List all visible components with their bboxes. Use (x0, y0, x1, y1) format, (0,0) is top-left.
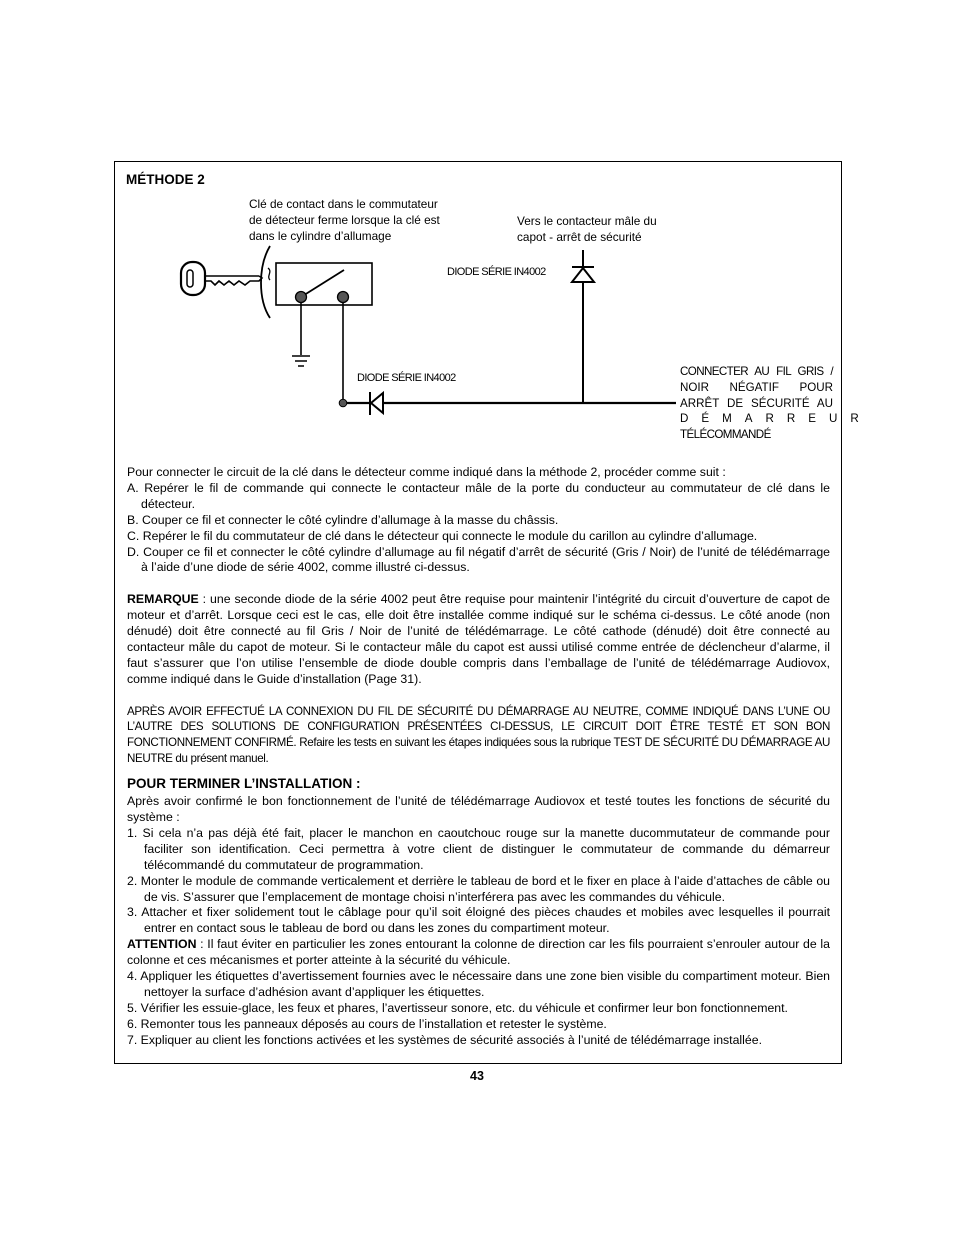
section-title: MÉTHODE 2 (126, 172, 205, 187)
final-step-6: 6. Remonter tous les panneaux déposés au cours de l’installation et retester le système. (127, 1016, 607, 1031)
section2-intro: Après avoir confirmé le bon fonctionnement de l’unité de télédémarrage Audiovox et testé toutes les fonctions de sécurité du système : (127, 794, 830, 824)
page-number: 43 (470, 1069, 484, 1083)
diode-top-icon (572, 267, 594, 282)
wire-junction (339, 399, 347, 407)
section2-title: POUR TERMINER L’INSTALLATION : (127, 776, 361, 792)
attention-text: : Il faut éviter en particulier les zones entourant la colonne de direction car les fils pourraient s’enrouler autour de la colonne et ces mécanismes et porter atteinte à la sécurité du véhicule. (127, 937, 830, 968)
final-step-5: 5. Vérifier les essuie-glace, les feux et phares, l’avertisseur sonore, etc. du véhicule et confirmer leur bon fonctionnement. (127, 1000, 788, 1015)
hood-switch-label: Vers le contacteur mâle du capot - arrêt de sécurité (517, 214, 657, 245)
body-text (127, 465, 830, 1049)
final-step-1: 1. Si cela n’a pas déjà été fait, placer le manchon en caoutchouc rouge sur la manette ducommutateur de commande pour faciliter son identification. Ceci permettra à votre client de distinguer le commutateur de commande du démarreur télécommandé du commutateur de programmation. (127, 825, 830, 872)
key-switch-label: Clé de contact dans le commutateur de détecteur ferme lorsque la clé est dans le cylindre d’allumage (249, 197, 440, 244)
intro-paragraph: Pour connecter le circuit de la clé dans le détecteur comme indiqué dans la méthode 2, procéder comme suit : (127, 465, 726, 479)
switch-terminal-right (338, 292, 349, 303)
remarque-label: REMARQUE (127, 592, 199, 607)
step-d: D. Couper ce fil et connecter le côté cylindre d’allumage au fil négatif d’arrêt de sécurité (Gris / Noir) de l’unité de télédémarrage à l’aide d’une diode de série 4002, comme illustré ci-dessus. (127, 544, 830, 575)
final-step-4: 4. Appliquer les étiquettes d’avertissement fournies avec le nécessaire dans une zone bien visible du compartiment moteur. Bien nettoyer la surface d’adhésion avant d’appliquer les étiquettes. (127, 969, 830, 999)
switch-terminal-left (296, 292, 307, 303)
step-c: C. Repérer le fil du commutateur de clé dans le détecteur qui connecte le module du carillon au cylindre d’allumage. (127, 528, 758, 543)
diode-top-label: DIODE SÉRIE IN4002 (447, 266, 546, 278)
ignition-cylinder (261, 246, 270, 318)
attention-paragraph (127, 937, 830, 969)
attention-label: ATTENTION (127, 937, 197, 952)
step-a: A. Repérer le fil de commande qui connecte le contacteur mâle de la porte du conducteur au commutateur de clé dans le détecteur. (127, 480, 830, 511)
remarque-text: : une seconde diode de la série 4002 peut être requise pour maintenir l’intégrité du circuit d’ouverture de capot de moteur et d’arrêt. Lorsque ceci est le cas, elle doit être installée comme indiqué sur le schéma ci-dessus. Le côté anode (non dénudé) doit être connecté au fil Gris / Noir de l’unité de télédémarrage. Le côté cathode (dénudé) doit être connecté au contacteur mâle du capot de moteur. Si le contacteur mâle du capot est aussi utilisé comme entrée de déclencheur d’alarme, il faut s’assurer que l’on utilise l’ensemble de diode double compris dans l’emballage de l’unité de télédémarrage Audiovox, comme indiqué dans le Guide d’installation (Page 31). (127, 592, 830, 686)
final-step-3: 3. Attacher et fixer solidement tout le câblage pour qu’il soit éloigné des pièces chaudes et mobiles avec lesquelles il pourrait entrer en contact sous le tableau de bord ou dans les zones du compartiment moteur. (127, 905, 830, 936)
diode-bottom-label: DIODE SÉRIE IN4002 (357, 372, 456, 384)
key-icon (181, 262, 262, 295)
neutral-safety-notice: APRÈS AVOIR EFFECTUÉ LA CONNEXION DU FIL DE SÉCURITÉ DU DÉMARRAGE AU NEUTRE, COMME INDIQUÉ DANS L’UNE OU L’AUTRE DES SOLUTIONS DE CONFIGURATION PRÉSENTÉES CI-DESSUS, LE CIRCUIT DOIT ÊTRE TESTÉ ET SON BON FONCTIONNEMENT CONFIRMÉ. Refaire les tests en suivant les étapes indiquées sous la rubrique TEST DE SÉCURITÉ DU DÉMARRAGE AU NEUTRE du présent manuel. (127, 704, 830, 766)
final-step-2: 2. Monter le module de commande verticalement et derrière le tableau de bord et le fixer en place à l’aide d’attaches de câble ou de vis. S’assurer que l’emplacement de montage choisi n’interférera pas avec les commandes du véhicule. (127, 873, 830, 904)
diode-bottom-icon (370, 392, 383, 415)
ground-icon (292, 356, 310, 366)
connect-label: CONNECTER AU FIL GRIS / NOIR NÉGATIF POUR ARRÊT DE SÉCURITÉ AU DÉMARREUR TÉLÉCOMMANDÉ (680, 365, 872, 442)
switch-box (276, 263, 372, 305)
switch-blade (301, 270, 344, 297)
step-b: B. Couper ce fil et connecter le côté cylindre d’allumage à la masse du châssis. (127, 512, 559, 527)
final-step-7: 7. Expliquer au client les fonctions activées et les systèmes de sécurité associés à l’unité de télédémarrage installée. (127, 1032, 762, 1047)
remarque-paragraph (127, 592, 830, 687)
